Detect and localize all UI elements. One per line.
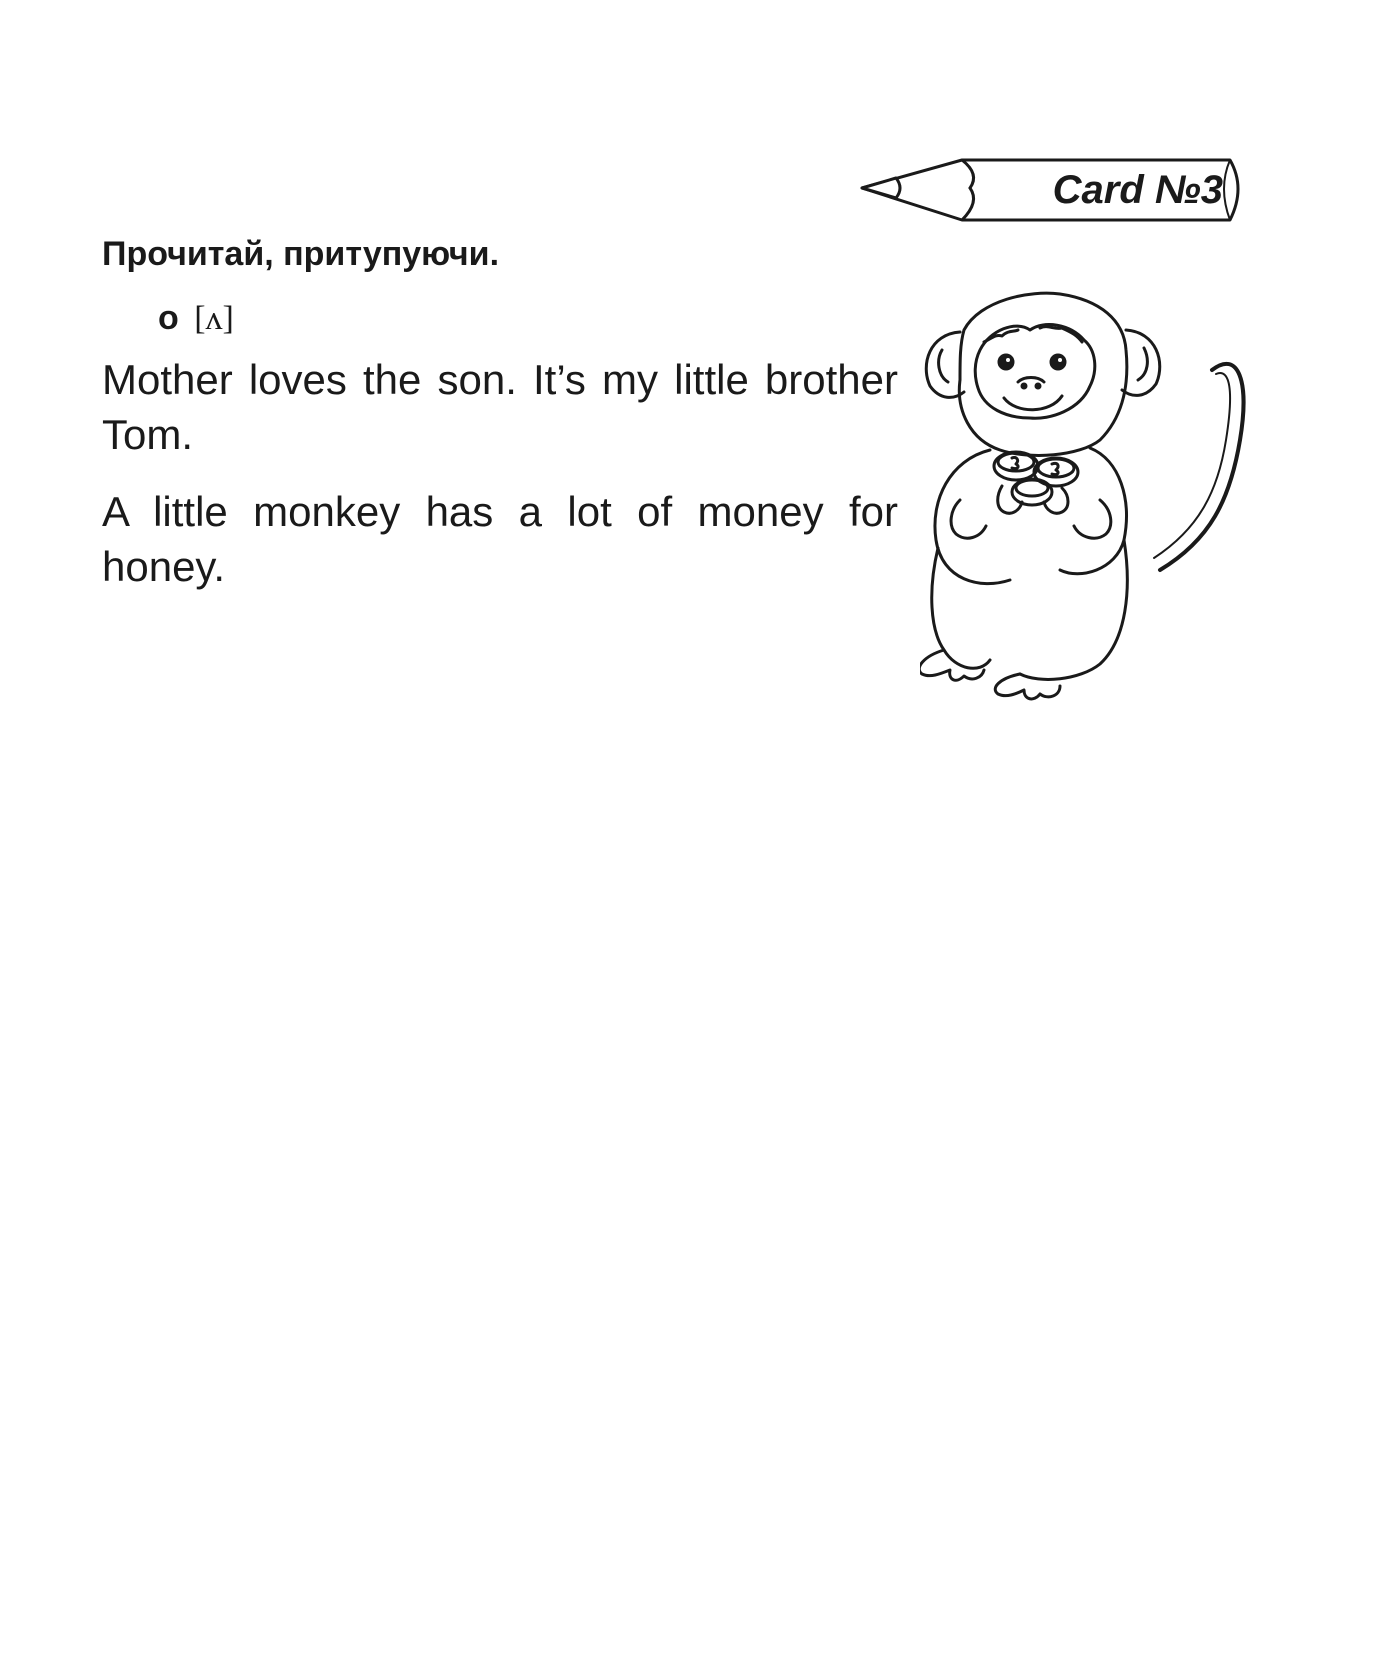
phoneme-line xyxy=(158,298,234,339)
phoneme-letter: o xyxy=(158,299,179,337)
monkey-with-coins-icon xyxy=(920,290,1250,720)
reading-paragraph: Mother loves the son. It’s my little brother Tom. xyxy=(102,356,898,458)
reading-paragraph: A little monkey has a lot of money for honey. xyxy=(102,488,898,590)
reading-text xyxy=(102,352,898,616)
card-number-label: Card №3 xyxy=(1052,168,1223,212)
card-number-badge xyxy=(858,156,1248,226)
phoneme-transcription: [ʌ] xyxy=(194,300,234,337)
instruction-heading: Прочитай, притупуючи. xyxy=(102,235,500,273)
